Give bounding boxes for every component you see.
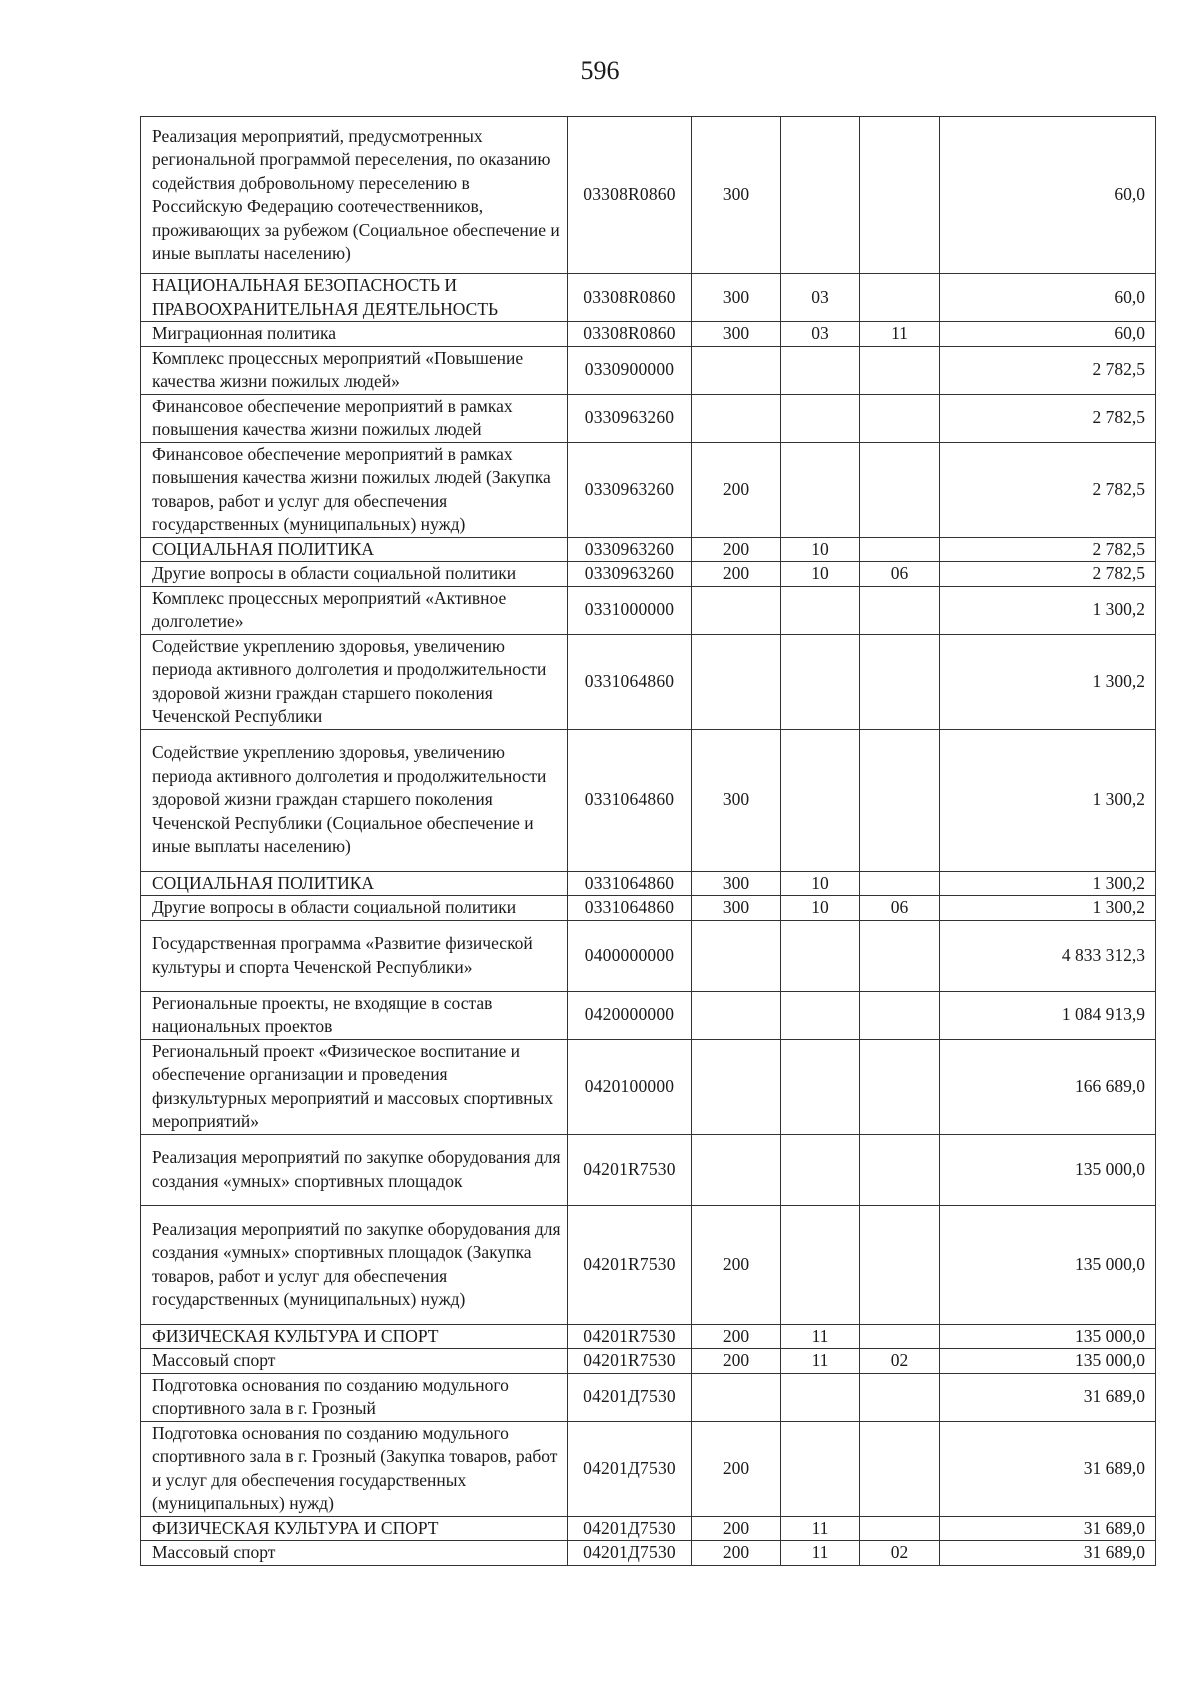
row-expense-type: 300 xyxy=(692,117,781,274)
row-code: 04201Д7530 xyxy=(568,1421,692,1516)
row-subsection: 06 xyxy=(860,896,940,921)
table-row xyxy=(141,586,1156,634)
row-subsection xyxy=(860,442,940,537)
row-name: Миграционная политика xyxy=(141,322,568,347)
row-name: Подготовка основания по созданию модульного спортивного зала в г. Грозный (Закупка товаров, работ и услуг для обеспечения государственных (муниципальных) нужд) xyxy=(141,1421,568,1516)
row-expense-type xyxy=(692,634,781,729)
row-section xyxy=(781,1421,860,1516)
row-section: 11 xyxy=(781,1349,860,1374)
row-code: 04201Д7530 xyxy=(568,1541,692,1566)
row-code: 0400000000 xyxy=(568,920,692,991)
row-subsection xyxy=(860,1324,940,1349)
row-amount: 31 689,0 xyxy=(940,1541,1156,1566)
table-row xyxy=(141,896,1156,921)
row-section: 11 xyxy=(781,1516,860,1541)
row-section: 10 xyxy=(781,562,860,587)
row-code: 04201R7530 xyxy=(568,1205,692,1324)
row-subsection xyxy=(860,1205,940,1324)
row-subsection xyxy=(860,1516,940,1541)
row-section xyxy=(781,729,860,871)
row-amount: 166 689,0 xyxy=(940,1039,1156,1134)
table-row xyxy=(141,1373,1156,1421)
table-row xyxy=(141,634,1156,729)
row-subsection xyxy=(860,1421,940,1516)
row-section: 03 xyxy=(781,274,860,322)
row-expense-type: 300 xyxy=(692,274,781,322)
row-code: 04201R7530 xyxy=(568,1134,692,1205)
row-amount: 60,0 xyxy=(940,274,1156,322)
row-subsection: 11 xyxy=(860,322,940,347)
table-row xyxy=(141,1541,1156,1566)
row-code: 0330963260 xyxy=(568,562,692,587)
row-subsection: 06 xyxy=(860,562,940,587)
row-name: Комплекс процессных мероприятий «Повышение качества жизни пожилых людей» xyxy=(141,346,568,394)
row-expense-type xyxy=(692,1039,781,1134)
row-expense-type xyxy=(692,394,781,442)
row-section: 10 xyxy=(781,896,860,921)
table-row xyxy=(141,1039,1156,1134)
row-code: 0331064860 xyxy=(568,729,692,871)
table-row xyxy=(141,729,1156,871)
row-section: 10 xyxy=(781,537,860,562)
row-amount: 1 300,2 xyxy=(940,586,1156,634)
row-code: 0331000000 xyxy=(568,586,692,634)
table-row xyxy=(141,871,1156,896)
row-name: Региональный проект «Физическое воспитание и обеспечение организации и проведения физкультурных мероприятий и массовых спортивных мероприятий» xyxy=(141,1039,568,1134)
row-code: 04201Д7530 xyxy=(568,1516,692,1541)
row-expense-type xyxy=(692,991,781,1039)
row-subsection xyxy=(860,394,940,442)
table-row xyxy=(141,920,1156,991)
row-name: Содействие укреплению здоровья, увеличению периода активного долголетия и продолжительности здоровой жизни граждан старшего поколения Чеченской Республики (Социальное обеспечение и иные выплаты населению) xyxy=(141,729,568,871)
row-name: Другие вопросы в области социальной политики xyxy=(141,896,568,921)
row-amount: 1 300,2 xyxy=(940,871,1156,896)
row-code: 04201R7530 xyxy=(568,1324,692,1349)
row-name: Содействие укреплению здоровья, увеличению периода активного долголетия и продолжительности здоровой жизни граждан старшего поколения Чеченской Республики xyxy=(141,634,568,729)
row-expense-type: 200 xyxy=(692,1324,781,1349)
row-code: 0330963260 xyxy=(568,394,692,442)
row-code: 0420100000 xyxy=(568,1039,692,1134)
row-expense-type: 200 xyxy=(692,1349,781,1374)
page-number: 596 xyxy=(580,56,620,85)
row-name: Другие вопросы в области социальной политики xyxy=(141,562,568,587)
row-expense-type: 300 xyxy=(692,322,781,347)
row-name: Финансовое обеспечение мероприятий в рамках повышения качества жизни пожилых людей xyxy=(141,394,568,442)
row-amount: 1 300,2 xyxy=(940,634,1156,729)
row-amount: 31 689,0 xyxy=(940,1373,1156,1421)
table-row xyxy=(141,394,1156,442)
row-subsection xyxy=(860,920,940,991)
row-amount: 4 833 312,3 xyxy=(940,920,1156,991)
row-section xyxy=(781,1205,860,1324)
row-name: ФИЗИЧЕСКАЯ КУЛЬТУРА И СПОРТ xyxy=(141,1516,568,1541)
row-name: ФИЗИЧЕСКАЯ КУЛЬТУРА И СПОРТ xyxy=(141,1324,568,1349)
row-name: Региональные проекты, не входящие в состав национальных проектов xyxy=(141,991,568,1039)
row-section xyxy=(781,991,860,1039)
table-row xyxy=(141,274,1156,322)
table-row xyxy=(141,346,1156,394)
row-subsection xyxy=(860,634,940,729)
row-subsection xyxy=(860,586,940,634)
row-subsection xyxy=(860,1134,940,1205)
row-amount: 2 782,5 xyxy=(940,537,1156,562)
row-code: 0331064860 xyxy=(568,634,692,729)
row-section xyxy=(781,394,860,442)
row-subsection xyxy=(860,117,940,274)
row-amount: 1 300,2 xyxy=(940,896,1156,921)
row-code: 03308R0860 xyxy=(568,274,692,322)
row-amount: 31 689,0 xyxy=(940,1516,1156,1541)
row-amount: 60,0 xyxy=(940,117,1156,274)
row-expense-type: 300 xyxy=(692,896,781,921)
row-name: Массовый спорт xyxy=(141,1541,568,1566)
row-amount: 2 782,5 xyxy=(940,394,1156,442)
table-row xyxy=(141,117,1156,274)
row-section xyxy=(781,346,860,394)
row-subsection xyxy=(860,871,940,896)
row-subsection xyxy=(860,537,940,562)
row-code: 03308R0860 xyxy=(568,117,692,274)
row-amount: 135 000,0 xyxy=(940,1324,1156,1349)
row-expense-type: 200 xyxy=(692,442,781,537)
row-name: Реализация мероприятий, предусмотренных региональной программой переселения, по оказанию содействия добровольному переселению в Российскую Федерацию соотечественников, проживающих за рубежом (Социальное обеспечение и иные выплаты населению) xyxy=(141,117,568,274)
table-row xyxy=(141,442,1156,537)
row-subsection: 02 xyxy=(860,1541,940,1566)
row-name: Реализация мероприятий по закупке оборудования для создания «умных» спортивных площадок (Закупка товаров, работ и услуг для обеспечения государственных (муниципальных) нужд) xyxy=(141,1205,568,1324)
row-expense-type: 200 xyxy=(692,537,781,562)
row-expense-type xyxy=(692,1134,781,1205)
row-subsection xyxy=(860,346,940,394)
row-name: СОЦИАЛЬНАЯ ПОЛИТИКА xyxy=(141,537,568,562)
table-row xyxy=(141,1134,1156,1205)
row-name: Комплекс процессных мероприятий «Активное долголетие» xyxy=(141,586,568,634)
row-name: Подготовка основания по созданию модульного спортивного зала в г. Грозный xyxy=(141,1373,568,1421)
row-expense-type: 300 xyxy=(692,871,781,896)
row-section xyxy=(781,442,860,537)
row-amount: 2 782,5 xyxy=(940,562,1156,587)
row-amount: 1 300,2 xyxy=(940,729,1156,871)
table-row xyxy=(141,537,1156,562)
row-section: 11 xyxy=(781,1324,860,1349)
row-amount: 135 000,0 xyxy=(940,1205,1156,1324)
row-section xyxy=(781,634,860,729)
row-subsection xyxy=(860,991,940,1039)
row-name: Финансовое обеспечение мероприятий в рамках повышения качества жизни пожилых людей (Закупка товаров, работ и услуг для обеспечения государственных (муниципальных) нужд) xyxy=(141,442,568,537)
row-expense-type: 300 xyxy=(692,729,781,871)
table-row xyxy=(141,322,1156,347)
row-subsection xyxy=(860,1373,940,1421)
row-name: Реализация мероприятий по закупке оборудования для создания «умных» спортивных площадок xyxy=(141,1134,568,1205)
row-code: 03308R0860 xyxy=(568,322,692,347)
row-amount: 135 000,0 xyxy=(940,1134,1156,1205)
row-amount: 135 000,0 xyxy=(940,1349,1156,1374)
row-code: 0420000000 xyxy=(568,991,692,1039)
row-expense-type: 200 xyxy=(692,1205,781,1324)
row-code: 0330900000 xyxy=(568,346,692,394)
row-name: Государственная программа «Развитие физической культуры и спорта Чеченской Республики» xyxy=(141,920,568,991)
row-amount: 1 084 913,9 xyxy=(940,991,1156,1039)
row-section xyxy=(781,1373,860,1421)
row-expense-type: 200 xyxy=(692,1516,781,1541)
budget-table-body xyxy=(141,117,1156,1566)
row-name: СОЦИАЛЬНАЯ ПОЛИТИКА xyxy=(141,871,568,896)
row-section: 03 xyxy=(781,322,860,347)
row-expense-type: 200 xyxy=(692,562,781,587)
table-row xyxy=(141,1516,1156,1541)
row-section xyxy=(781,1039,860,1134)
row-subsection xyxy=(860,274,940,322)
row-code: 04201R7530 xyxy=(568,1349,692,1374)
row-section xyxy=(781,117,860,274)
row-amount: 2 782,5 xyxy=(940,442,1156,537)
row-subsection xyxy=(860,1039,940,1134)
row-section: 10 xyxy=(781,871,860,896)
row-section xyxy=(781,1134,860,1205)
budget-table xyxy=(140,116,1156,1566)
table-row xyxy=(141,1324,1156,1349)
table-row xyxy=(141,1205,1156,1324)
row-code: 0330963260 xyxy=(568,442,692,537)
row-expense-type xyxy=(692,920,781,991)
row-name: НАЦИОНАЛЬНАЯ БЕЗОПАСНОСТЬ И ПРАВООХРАНИТЕЛЬНАЯ ДЕЯТЕЛЬНОСТЬ xyxy=(141,274,568,322)
table-row xyxy=(141,991,1156,1039)
row-subsection: 02 xyxy=(860,1349,940,1374)
row-name: Массовый спорт xyxy=(141,1349,568,1374)
row-code: 04201Д7530 xyxy=(568,1373,692,1421)
row-code: 0331064860 xyxy=(568,871,692,896)
row-amount: 31 689,0 xyxy=(940,1421,1156,1516)
row-expense-type: 200 xyxy=(692,1541,781,1566)
row-code: 0331064860 xyxy=(568,896,692,921)
table-row xyxy=(141,562,1156,587)
row-section xyxy=(781,586,860,634)
row-section xyxy=(781,920,860,991)
table-row xyxy=(141,1421,1156,1516)
row-expense-type: 200 xyxy=(692,1421,781,1516)
table-row xyxy=(141,1349,1156,1374)
row-code: 0330963260 xyxy=(568,537,692,562)
row-expense-type xyxy=(692,346,781,394)
row-expense-type xyxy=(692,586,781,634)
row-amount: 60,0 xyxy=(940,322,1156,347)
row-amount: 2 782,5 xyxy=(940,346,1156,394)
row-section: 11 xyxy=(781,1541,860,1566)
row-expense-type xyxy=(692,1373,781,1421)
row-subsection xyxy=(860,729,940,871)
